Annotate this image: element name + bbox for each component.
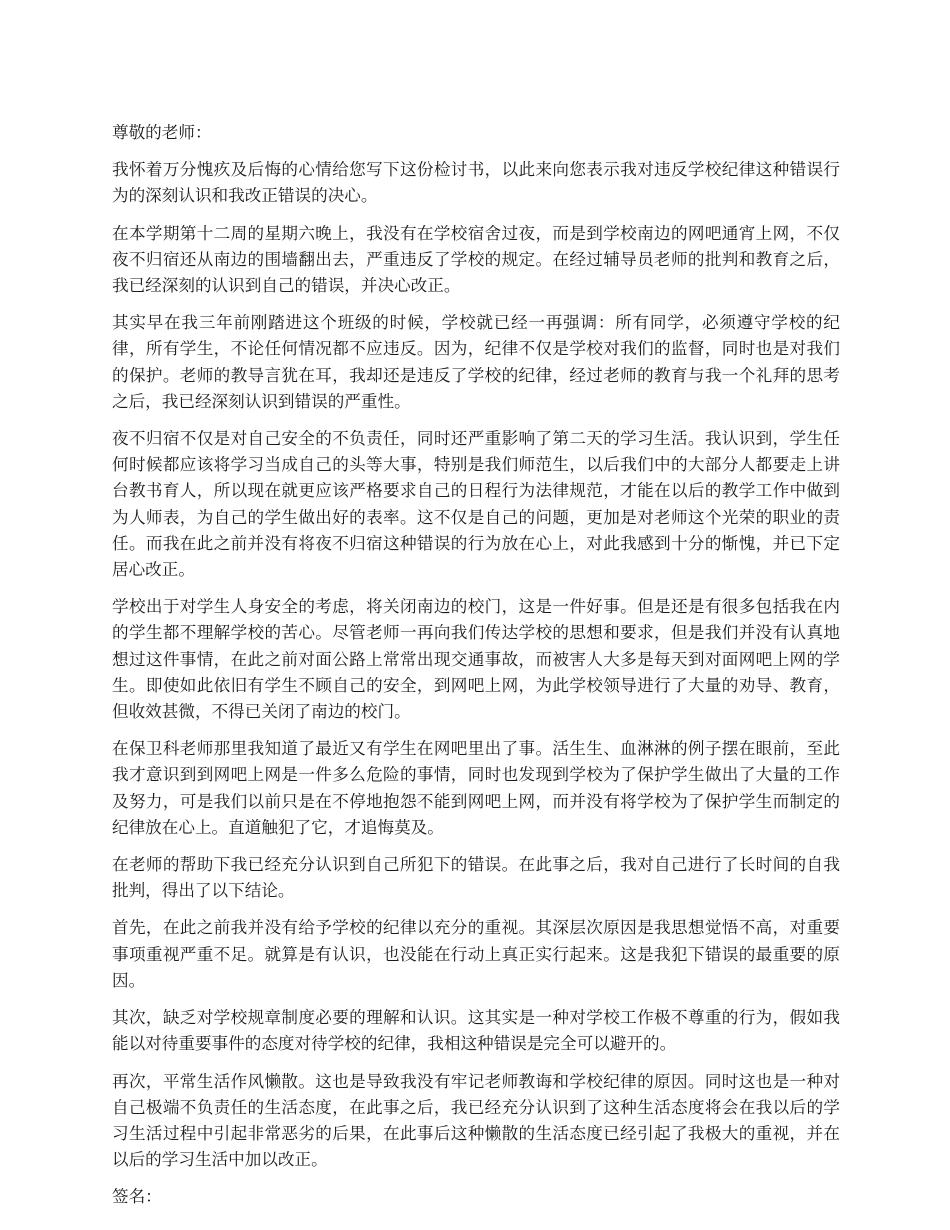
paragraph-self-criticism: 在老师的帮助下我已经充分认识到自己所犯下的错误。在此事之后，我对自己进行了长时间的自我批判，得出了以下结论。: [112, 855, 840, 901]
paragraph-background: 其实早在我三年前刚踏进这个班级的时候，学校就已经一再强调：所有同学，必须遵守学校的纪律，所有学生，不论任何情况都不应违反。因为，纪律不仅是学校对我们的监督，同时也是对我们的保护。老师的教导言犹在耳，我却还是违反了学校的纪律，经过老师的教育与我一个礼拜的思考之后，我已经深刻认识到错误的严重性。: [112, 313, 840, 411]
paragraph-intro: 我怀着万分愧疚及后悔的心情给您写下这份检讨书，以此来向您表示我对违反学校纪律这种错误行为的深刻认识和我改正错误的决心。: [112, 160, 840, 206]
paragraph-second-reason: 其次，缺乏对学校规章制度必要的理解和认识。这其实是一种对学校工作极不尊重的行为，假如我能以对待重要事件的态度对待学校的纪律，我相这种错误是完全可以避开的。: [112, 1008, 840, 1054]
paragraph-incident: 在本学期第十二周的星期六晚上，我没有在学校宿舍过夜，而是到学校南边的网吧通宵上网，不仅夜不归宿还从南边的围墙翻出去，严重违反了学校的规定。在经过辅导员老师的批判和教育之后，我已经深刻的认识到自己的错误，并决心改正。: [112, 223, 840, 296]
paragraph-school-gate: 学校出于对学生人身安全的考虑，将关闭南边的校门，这是一件好事。但是还是有很多包括我在内的学生都不理解学校的苦心。尽管老师一再向我们传达学校的思想和要求，但是我们并没有认真地想过这件事情，在此之前对面公路上常常出现交通事故，而被害人大多是每天到对面网吧上网的学生。即使如此依旧有学生不顾自己的安全，到网吧上网，为此学校领导进行了大量的劝导、教育，但收效甚微，不得已关闭了南边的校门。: [112, 597, 840, 722]
paragraph-third-reason: 再次，平常生活作风懒散。这也是导致我没有牢记老师教诲和学校纪律的原因。同时这也是一种对自己极端不负责任的生活态度，在此事之后，我已经充分认识到了这种生活态度将会在我以后的学习生活过程中引起非常恶劣的后果，在此事后这种懒散的生活态度已经引起了我极大的重视，并在以后的学习生活中加以改正。: [112, 1071, 840, 1170]
signature-label: 签名：: [112, 1187, 162, 1207]
paragraph-security-office: 在保卫科老师那里我知道了最近又有学生在网吧里出了事。活生生、血淋淋的例子摆在眼前，至此我才意识到到网吧上网是一件多么危险的事情，同时也发现到学校为了保护学生做出了大量的工作及努力，可是我们以前只是在不停地抱怨不能到网吧上网，而并没有将学校为了保护学生而制定的纪律放在心上。直道触犯了它，才追悔莫及。: [112, 739, 840, 837]
document-page: [112, 120, 840, 1222]
salutation: 尊敬的老师：: [112, 123, 212, 142]
paragraph-responsibility: 夜不归宿不仅是对自己安全的不负责任，同时还严重影响了第二天的学习生活。我认识到，学生任何时候都应该将学习当成自己的头等大事，特别是我们师范生，以后我们中的大部分人都要走上讲台教书育人，所以现在就更应该严格要求自己的日程行为法律规范，才能在以后的教学工作中做到为人师表，为自己的学生做出好的表率。这不仅是自己的问题，更加是对老师这个光荣的职业的责任。而我在此之前并没有将夜不归宿这种错误的行为放在心上，对此我感到十分的惭愧，并已下定居心改正。: [112, 429, 840, 580]
paragraph-first-reason: 首先，在此之前我并没有给予学校的纪律以充分的重视。其深层次原因是我思想觉悟不高，对重要事项重视严重不足。就算是有认识，也没能在行动上真正实行起来。这是我犯下错误的最重要的原因。: [112, 918, 840, 990]
